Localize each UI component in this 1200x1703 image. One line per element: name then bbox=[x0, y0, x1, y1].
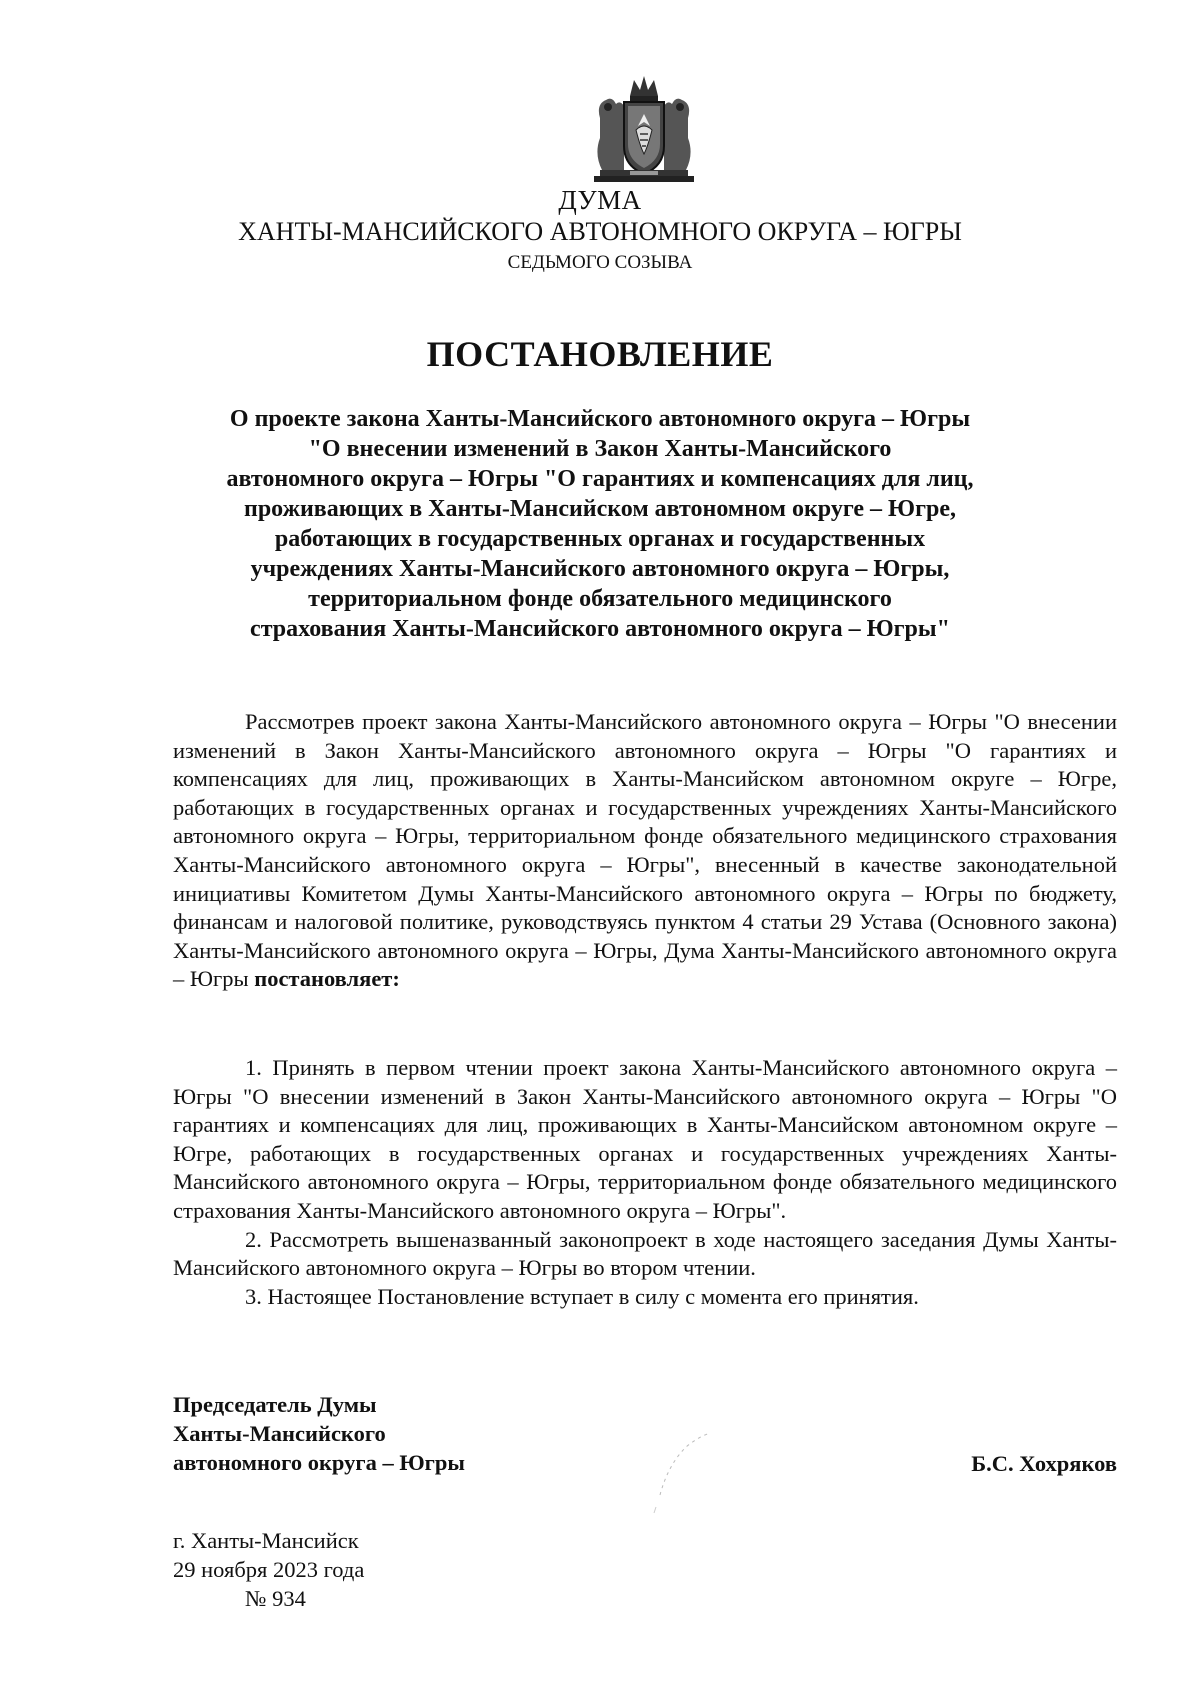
subject-line: работающих в государственных органах и государственных bbox=[274, 526, 926, 552]
document-subject bbox=[200, 404, 1000, 644]
document-number: № 934 bbox=[245, 1586, 306, 1611]
resolution-items bbox=[173, 1054, 1117, 1311]
subject-line: страхования Ханты-Мансийского автономного округа – Югры" bbox=[250, 616, 950, 642]
issue-city: г. Ханты-Мансийск bbox=[173, 1528, 359, 1553]
region-name: ХАНТЫ-МАНСИЙСКОГО АВТОНОМНОГО ОКРУГА – ЮГРЫ bbox=[238, 217, 962, 246]
resolution-item: 1. Принять в первом чтении проект закона Ханты-Мансийского автономного округа – Югры "О внесении изменений в Закон Ханты-Мансийского автономного округа – Югры "О гарантиях и компенсациях для лиц, проживающих в Ханты-Мансийском автономном округе – Югре, работающих в государственных органах и государственных учреждениях Ханты-Мансийского автономного округа – Югры, территориальном фонде обязательного медицинского страхования Ханты-Мансийского автономного округа – Югры". bbox=[173, 1055, 1117, 1223]
resolution-item: 3. Настоящее Постановление вступает в силу с момента его принятия. bbox=[245, 1283, 919, 1309]
resolution-item: 2. Рассмотреть вышеназванный законопроект в ходе настоящего заседания Думы Ханты-Мансийского автономного округа – Югры во втором чтении. bbox=[173, 1226, 1117, 1281]
subject-line: проживающих в Ханты-Мансийском автономном округе – Югре, bbox=[244, 496, 956, 522]
signatory-name: Б.С. Хохряков bbox=[971, 1451, 1117, 1476]
subject-line: "О внесении изменений в Закон Ханты-Мансийского bbox=[308, 436, 892, 462]
position-line: Председатель Думы bbox=[173, 1392, 377, 1417]
preamble-text: Рассмотрев проект закона Ханты-Мансийского автономного округа – Югры "О внесении изменений в Закон Ханты-Мансийского автономного округа – Югры "О гарантиях и компенсациях для лиц, проживающих в Ханты-Мансийском автономном округе – Югре, работающих в государственных органах и государственных учреждениях Ханты-Мансийского автономного округа – Югры, территориальном фонде обязательного медицинского страхования Ханты-Мансийского автономного округа – Югры", внесенный в качестве законодательной инициативы Комитетом Думы Ханты-Мансийского автономного округа – Югры по бюджету, финансам и налоговой политике, руководствуясь пунктом 4 статьи 29 Устава (Основного закона) Ханты-Мансийского автономного округа – Югры, Дума Ханты-Мансийского автономного округа – Югры bbox=[173, 709, 1117, 992]
subject-line: территориальном фонде обязательного медицинского bbox=[308, 586, 892, 612]
signature-mark bbox=[640, 1425, 730, 1515]
preamble-paragraph bbox=[173, 708, 1117, 994]
signatory-position bbox=[173, 1390, 465, 1477]
convocation: СЕДЬМОГО СОЗЫВА bbox=[507, 252, 693, 273]
coat-of-arms-icon bbox=[590, 74, 698, 186]
subject-line: автономного округа – Югры "О гарантиях и компенсациях для лиц, bbox=[226, 466, 974, 492]
issue-date: 29 ноября 2023 года bbox=[173, 1557, 365, 1582]
subject-line: учреждениях Ханты-Мансийского автономного округа – Югры, bbox=[250, 556, 950, 582]
preamble-block bbox=[173, 708, 1117, 994]
issue-details bbox=[173, 1526, 364, 1613]
resolves-keyword: постановляет: bbox=[254, 966, 400, 992]
position-line: автономного округа – Югры bbox=[173, 1450, 465, 1475]
position-line: Ханты-Мансийского bbox=[173, 1421, 386, 1446]
document-type: ПОСТАНОВЛЕНИЕ bbox=[426, 334, 774, 374]
subject-line: О проекте закона Ханты-Мансийского автономного округа – Югры bbox=[229, 406, 971, 432]
organization-name: ДУМА bbox=[558, 185, 642, 215]
